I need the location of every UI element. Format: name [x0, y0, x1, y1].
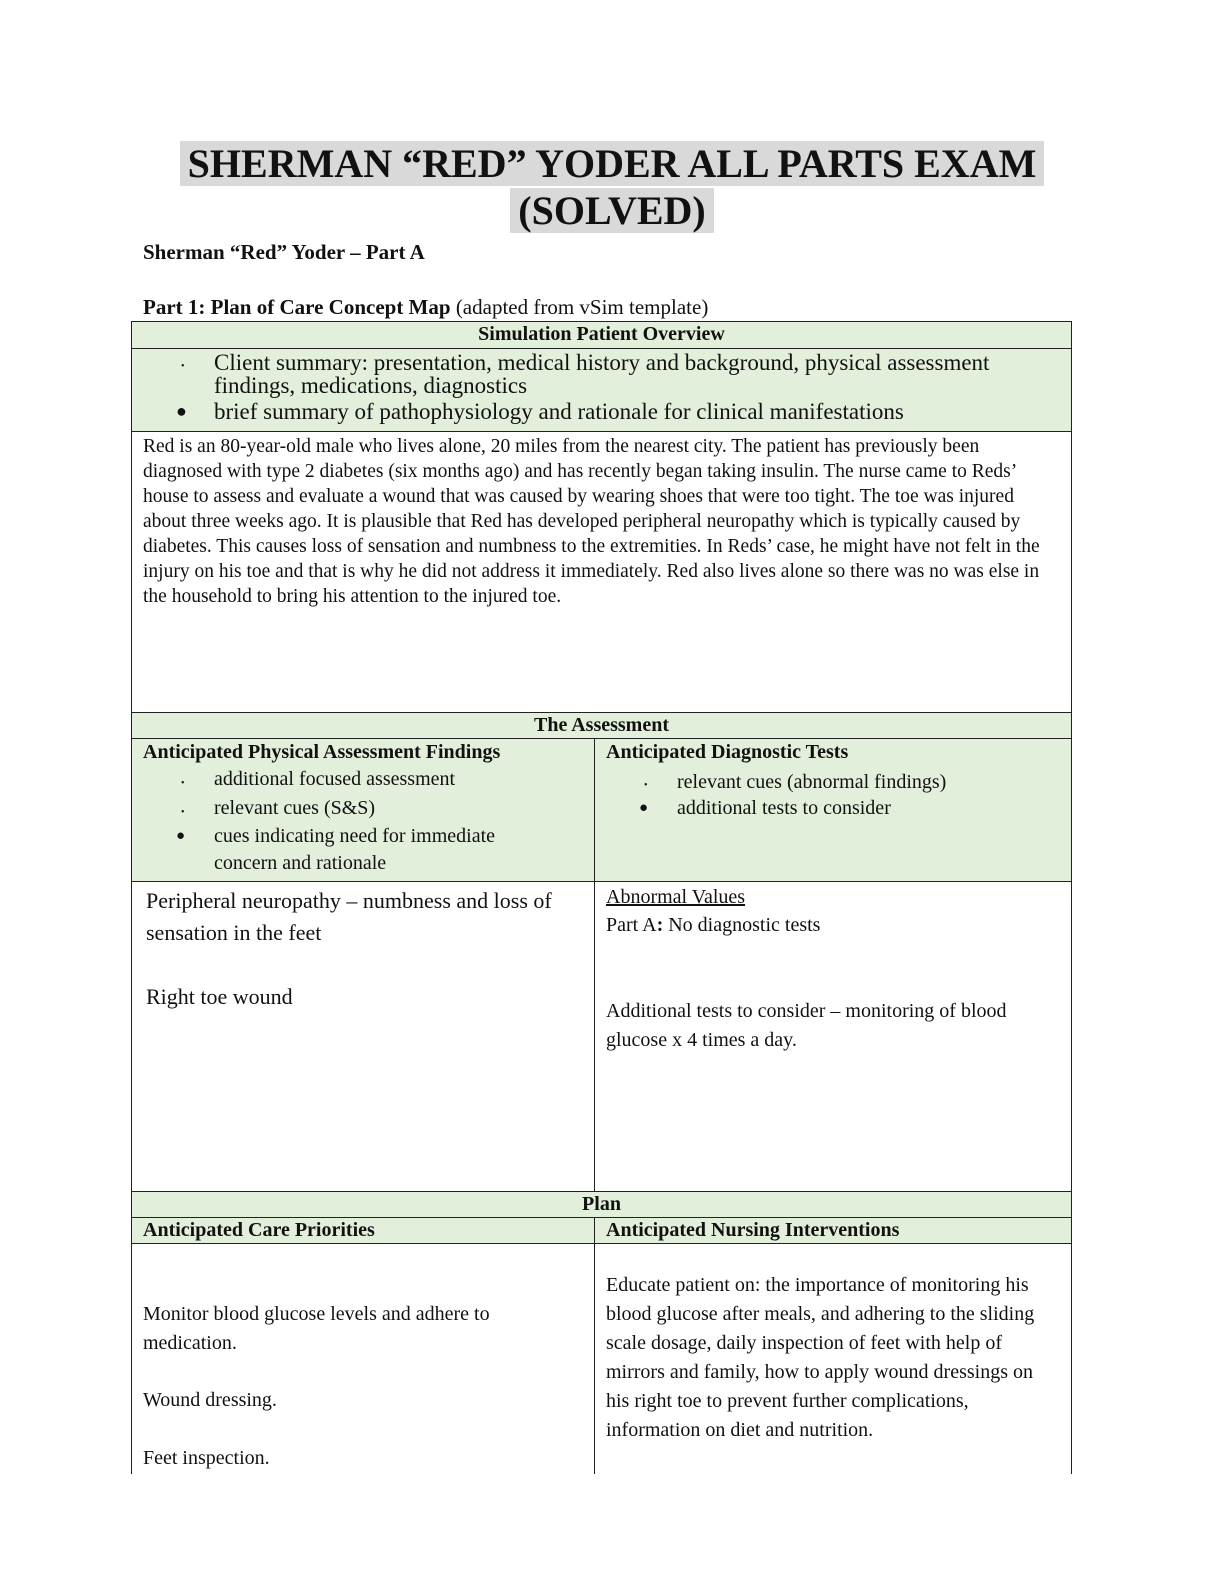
physical-findings-header-cell: [132, 739, 595, 881]
overview-text-cell: [132, 432, 1071, 713]
document-title: [0, 140, 1224, 234]
small-bullet-icon: •: [644, 780, 648, 791]
bullet-icon: ●: [176, 828, 186, 844]
overview-bullets: [132, 349, 1071, 432]
care-priorities-header: Anticipated Care Priorities: [143, 1219, 375, 1241]
findings-neuropathy: Peripheral neuropathy – numbness and loss of sensation in the feet: [146, 888, 552, 945]
interventions-education: Educate patient on: the importance of monitoring his blood glucose after meals, and adhering to the sliding scale dosage, daily inspection of feet with help of mirrors and family, how to apply wound dressings on his right toe to prevent further complications, information on diet and nutrition.: [606, 1274, 1035, 1441]
plan-header: Plan: [132, 1192, 1071, 1218]
title-line-2: (SOLVED): [510, 188, 713, 233]
assessment-header: The Assessment: [132, 713, 1071, 739]
overview-bullet-2: ● brief summary of pathophysiology and rationale for clinical manifestations: [176, 399, 904, 424]
priority-feet-inspection: Feet inspection.: [143, 1447, 270, 1469]
part-heading-bold: Part 1: Plan of Care Concept Map: [143, 295, 451, 319]
part-heading-rest: (adapted from vSim template): [450, 295, 709, 319]
bullet-icon: ●: [176, 401, 187, 421]
overview-header: Simulation Patient Overview: [132, 322, 1071, 349]
small-bullet-icon: •: [181, 361, 185, 372]
priority-wound-dressing: Wound dressing.: [143, 1389, 277, 1411]
plan-subheaders: [132, 1218, 1071, 1244]
left-bullet-2: • relevant cues (S&S): [132, 794, 594, 823]
assessment-subheaders: [132, 739, 1071, 882]
subtitle: Sherman “Red” Yoder – Part A: [143, 240, 425, 264]
bullet-icon: ●: [639, 800, 649, 816]
priority-blood-glucose: Monitor blood glucose levels and adhere to medication.: [143, 1303, 490, 1354]
physical-findings-cell: [132, 882, 595, 1191]
right-bullet-2: ● additional tests to consider: [639, 797, 891, 819]
title-line-1: SHERMAN “RED” YODER ALL PARTS EXAM: [180, 141, 1045, 186]
diagnostic-tests-header-cell: [595, 739, 1071, 881]
care-priorities-cell: [132, 1244, 595, 1474]
concept-map-table: [131, 321, 1072, 1474]
findings-toe-wound: Right toe wound: [146, 984, 293, 1009]
nursing-interventions-header-cell: [595, 1218, 1071, 1243]
abnormal-values-label: Abnormal Values: [606, 886, 746, 908]
small-bullet-icon: •: [181, 807, 185, 818]
diagnostic-tests-header: Anticipated Diagnostic Tests: [606, 741, 849, 763]
part-heading: [143, 295, 708, 320]
assessment-content: [132, 882, 1071, 1192]
plan-content: [132, 1244, 1071, 1474]
physical-findings-header: Anticipated Physical Assessment Findings: [143, 741, 501, 763]
overview-bullet-1: • Client summary: presentation, medical history and background, physical assessment findings, medications, diagnostics: [181, 350, 990, 398]
nursing-interventions-cell: [595, 1244, 1071, 1474]
diagnostic-tests-cell: [595, 882, 1071, 1191]
left-bullet-3: ● cues indicating need for immediate concern and rationale: [176, 825, 496, 874]
nursing-interventions-header: Anticipated Nursing Interventions: [606, 1219, 900, 1241]
additional-tests: Additional tests to consider – monitoring of blood glucose x 4 times a day.: [606, 1000, 1007, 1051]
overview-summary: Red is an 80-year-old male who lives alone, 20 miles from the nearest city. The patient has previously been diagnosed with type 2 diabetes (six months ago) and has recently began taking insulin. The nurse came to Reds’ house to assess and evaluate a wound that was caused by wearing shoes that were too tight. The toe was injured about three weeks ago. It is plausible that Red has developed peripheral neuropathy which is typically caused by diabetes. This causes loss of sensation and numbness to the extremities. In Reds’ case, he might have not felt in the injury on his toe and that is why he did not address it immediately. Red also lives alone so there was no was else in the household to bring his attention to the injured toe.: [143, 436, 1040, 607]
part-a-diagnostics: Part A: No diagnostic tests: [606, 914, 821, 936]
left-bullet-1: • additional focused assessment: [132, 765, 594, 794]
small-bullet-icon: •: [181, 778, 185, 789]
right-bullet-1: • relevant cues (abnormal findings): [595, 769, 1071, 795]
care-priorities-header-cell: [132, 1218, 595, 1243]
